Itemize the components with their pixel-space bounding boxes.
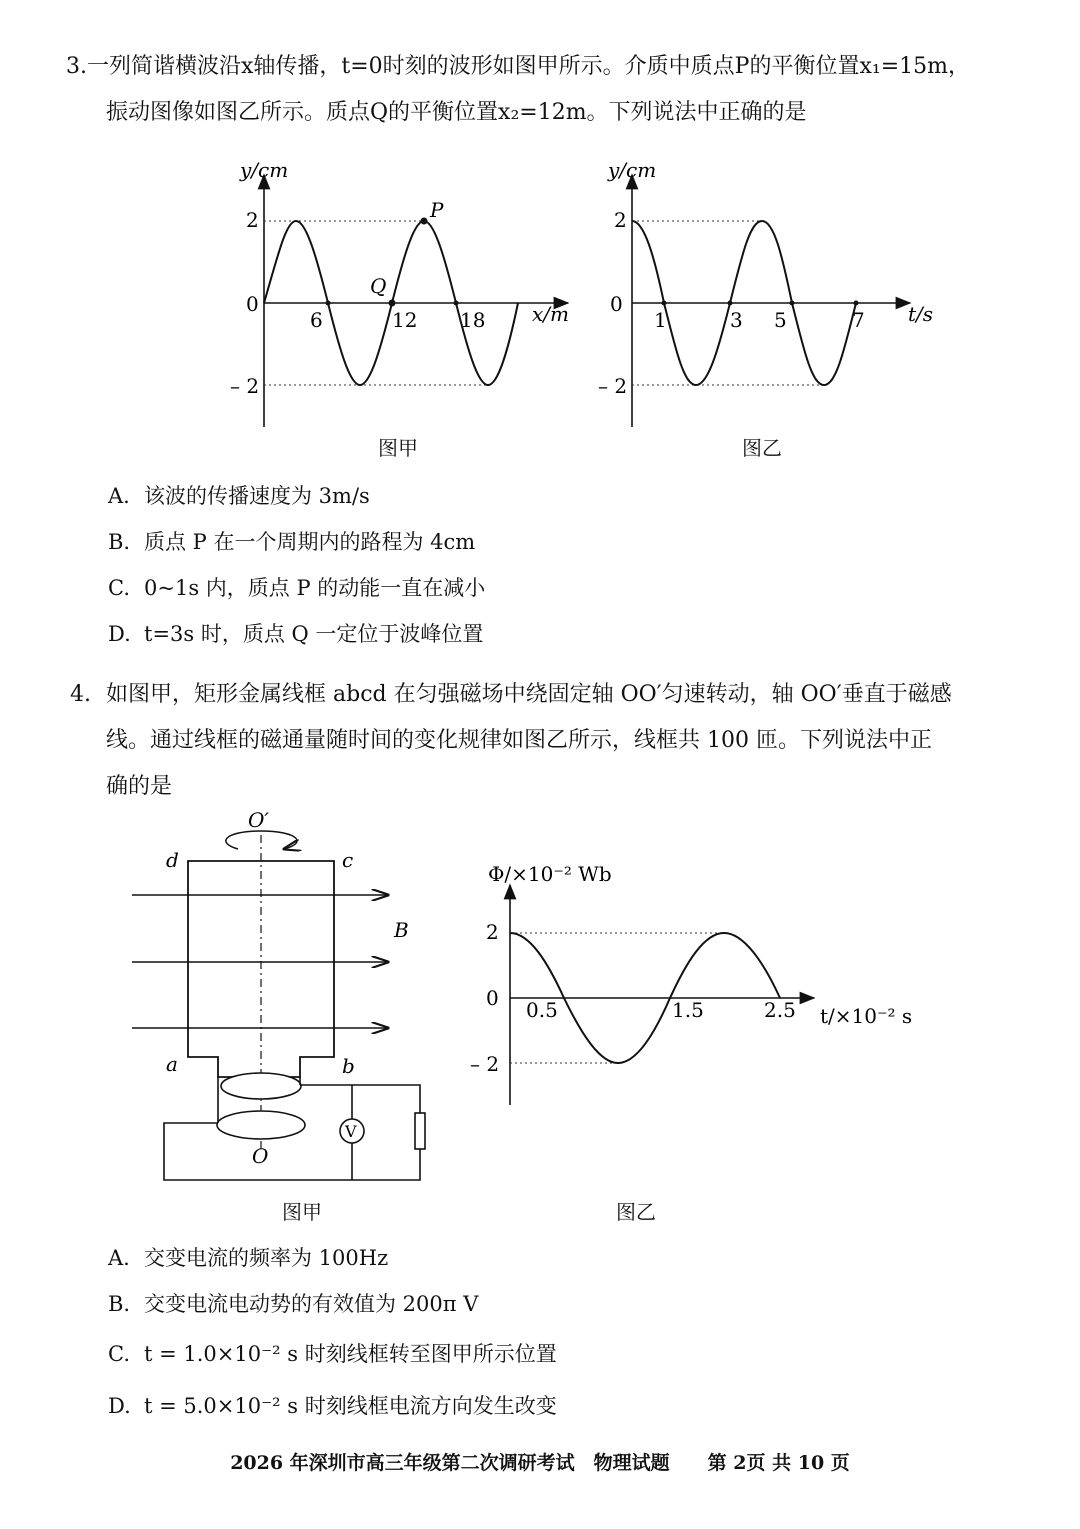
y-tick-2: 2 (614, 208, 627, 232)
q3-option-d[interactable] (108, 618, 483, 648)
label-q: Q (370, 274, 387, 298)
option-text: t = 5.0×10⁻² s 时刻线框电流方向发生改变 (144, 1394, 557, 1418)
q4-coil-diagram (120, 805, 450, 1195)
q3-stem-line2: 振动图像如图乙所示。质点Q的平衡位置x₂=12m。下列说法中正确的是 (106, 100, 807, 125)
slip-ring-lower (217, 1111, 305, 1139)
q3-number: 3. (66, 54, 87, 79)
flux-axis-label: Φ/×10⁻² Wb (488, 862, 612, 886)
t-tick-1: 1 (654, 308, 667, 332)
option-letter: A. (108, 1246, 130, 1270)
q4-stem-line2: 线。通过线框的磁通量随时间的变化规律如图乙所示，线框共 100 匝。下列说法中正 (106, 728, 932, 753)
label-o-prime: O′ (248, 808, 269, 832)
resistor (415, 1113, 425, 1149)
q4-option-d[interactable] (108, 1390, 557, 1420)
q3-line1-text: 一列简谐横波沿x轴传播，t=0时刻的波形如图甲所示。介质中质点P的平衡位置x₁=15m， (87, 54, 970, 79)
x-tick-18: 18 (460, 308, 486, 332)
x-axis-label: x/m (532, 302, 569, 326)
option-letter: C. (108, 576, 130, 600)
option-letter: B. (108, 530, 131, 554)
t-tick-5: 5 (774, 308, 787, 332)
x-tick-12: 12 (392, 308, 418, 332)
y-axis-label: y/cm (240, 158, 289, 182)
q4-number: 4. (70, 682, 91, 707)
y-tick-0: 0 (486, 986, 499, 1010)
q4-option-c[interactable] (108, 1338, 557, 1368)
option-text: 0~1s 内，质点 P 的动能一直在减小 (144, 576, 486, 600)
y-tick-2: 2 (246, 208, 259, 232)
option-text: 交变电流的频率为 100Hz (144, 1246, 389, 1270)
q4-option-b[interactable] (108, 1288, 478, 1318)
q4-stem-line1 (70, 680, 952, 710)
q3-fig2-caption: 图乙 (742, 436, 782, 460)
t-tick-1.5: 1.5 (672, 998, 704, 1022)
q4-stem-line3: 确的是 (106, 774, 173, 799)
point-t1 (662, 301, 667, 306)
label-c: c (342, 848, 354, 872)
y-tick-0: 0 (610, 292, 623, 316)
q3-option-a[interactable] (108, 480, 370, 510)
q3-option-c[interactable] (108, 572, 485, 602)
slip-ring-upper (221, 1073, 301, 1099)
option-text: t = 1.0×10⁻² s 时刻线框转至图甲所示位置 (144, 1342, 557, 1366)
q4-option-a[interactable] (108, 1242, 388, 1272)
q4-flux-graph (468, 855, 928, 1115)
point-x6 (326, 301, 331, 306)
y-tick-neg2: – 2 (598, 374, 628, 398)
point-p (421, 218, 428, 225)
label-b: b (342, 1054, 355, 1078)
y-tick-0: 0 (246, 292, 259, 316)
q3-stem-line1 (66, 52, 970, 82)
option-text: 交变电流电动势的有效值为 200π V (144, 1292, 479, 1316)
label-d: d (166, 848, 179, 872)
x-tick-6: 6 (310, 308, 323, 332)
q3-wave-graph (228, 155, 588, 435)
option-text: 质点 P 在一个周期内的路程为 4cm (144, 530, 476, 554)
option-letter: B. (108, 1292, 131, 1316)
t-tick-2.5: 2.5 (764, 998, 796, 1022)
t-axis-label: t/×10⁻² s (820, 1004, 913, 1028)
q3-fig1-caption: 图甲 (378, 436, 418, 460)
option-letter: D. (108, 622, 131, 646)
label-field-b: B (394, 918, 409, 942)
y-tick-neg2: – 2 (470, 1052, 500, 1076)
option-text: t=3s 时，质点 Q 一定位于波峰位置 (144, 622, 484, 646)
t-tick-3: 3 (730, 308, 743, 332)
option-text: 该波的传播速度为 3m/s (144, 484, 370, 508)
y-tick-neg2: – 2 (230, 374, 260, 398)
option-letter: C. (108, 1342, 130, 1366)
t-tick-0.5: 0.5 (526, 998, 558, 1022)
point-x18 (454, 301, 459, 306)
y-tick-2: 2 (486, 920, 499, 944)
point-t3 (728, 301, 733, 306)
q4-fig1-caption: 图甲 (282, 1200, 322, 1224)
point-t5 (790, 301, 795, 306)
option-letter: D. (108, 1394, 131, 1418)
y-axis-label: y/cm (608, 158, 657, 182)
label-o: O (252, 1144, 269, 1168)
page-footer: 2026 年深圳市高三年级第二次调研考试 物理试题 第 2页 共 10 页 (230, 1452, 850, 1474)
q4-fig2-caption: 图乙 (616, 1200, 656, 1224)
q3-option-b[interactable] (108, 526, 475, 556)
point-t7 (854, 301, 859, 306)
label-a: a (166, 1052, 178, 1076)
option-letter: A. (108, 484, 130, 508)
voltmeter-label: V (345, 1122, 357, 1141)
t-tick-7: 7 (852, 308, 865, 332)
label-p: P (430, 198, 444, 222)
q3-vibration-graph (598, 155, 948, 435)
q4-line1-text: 如图甲，矩形金属线框 abcd 在匀强磁场中绕固定轴 OO′匀速转动，轴 OO′垂直于磁感 (106, 682, 952, 707)
t-axis-label: t/s (908, 302, 934, 326)
point-q (389, 300, 396, 307)
